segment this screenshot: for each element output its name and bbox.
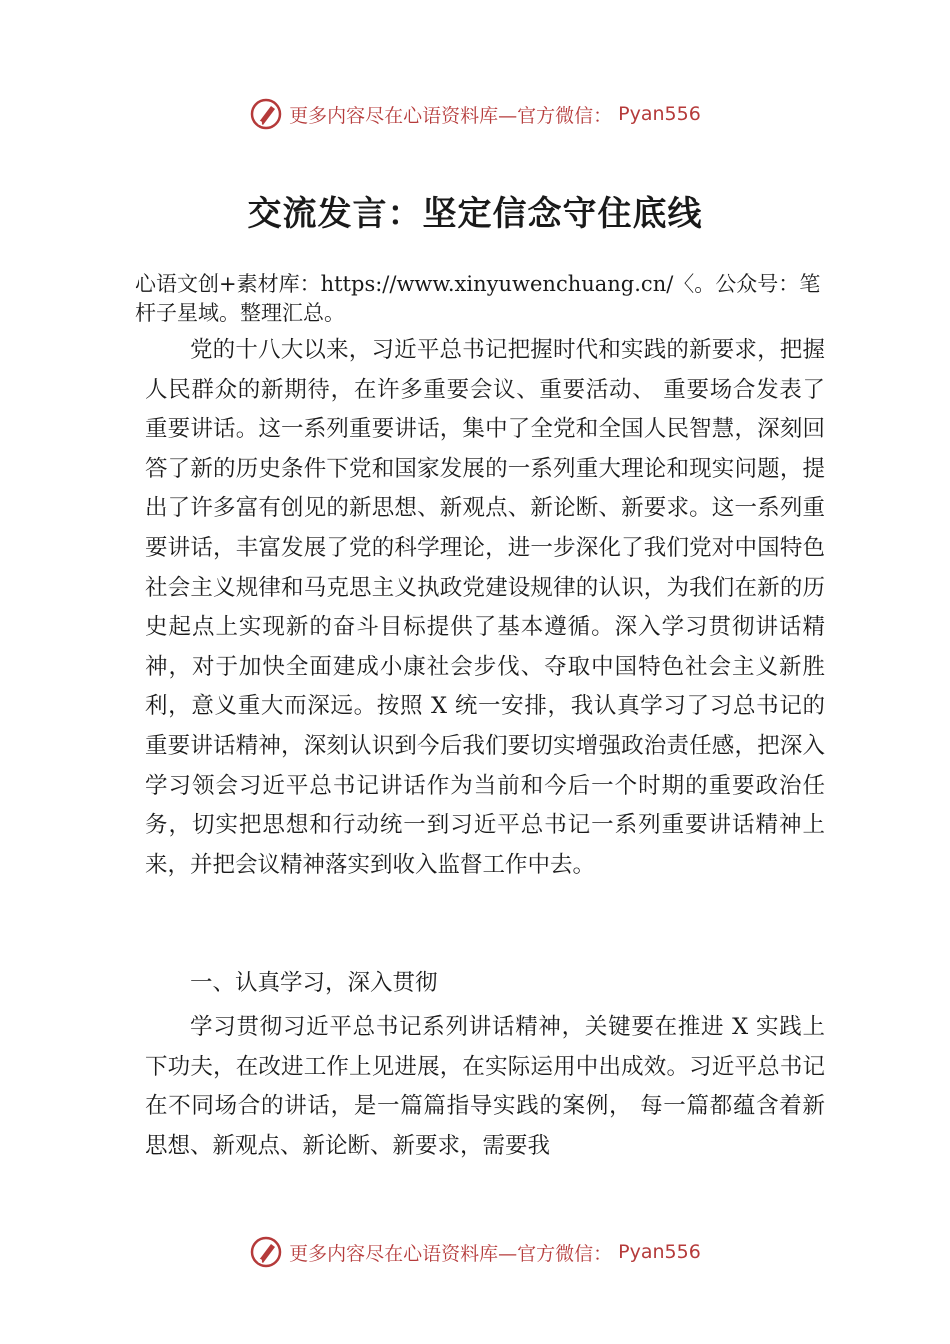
pen-emblem-icon	[249, 97, 283, 131]
source-line: 心语文创+素材库：https://www.xinyuwenchuang.cn/〈。公众号：笔杆子星域。整理汇总。	[135, 272, 821, 325]
banner-handle: Pyan556	[618, 1241, 701, 1263]
footer-banner	[0, 1232, 950, 1272]
document-title: 交流发言：坚定信念守住底线	[247, 194, 703, 234]
banner-text: 更多内容尽在心语资料库—官方微信：	[289, 104, 613, 127]
header-banner	[0, 94, 950, 134]
banner-text: 更多内容尽在心语资料库—官方微信：	[289, 1242, 613, 1265]
body-paragraph-1: 党的十八大以来，习近平总书记把握时代和实践的新要求，把握人民群众的新期待，在许多重要会议、重要活动、 重要场合发表了重要讲话。这一系列重要讲话，集中了全党和全国人民智慧，深刻回答了新的历史条件下党和国家发展的一系列重大理论和现实问题，提出了许多富有创见的新思想、新观点、新论断、新要求。这一系列重要讲话，丰富发展了党的科学理论，进一步深化了我们党对中国特色社会主义规律和马克思主义执政党建设规律的认识，为我们在新的历史起点上实现新的奋斗目标提供了基本遵循。深入学习贯彻讲话精神，对于加快全面建成小康社会步伐、夺取中国特色社会主义新胜利，意义重大而深远。按照 X 统一安排，我认真学习了习总书记的重要讲话精神，深刻认识到今后我们要切实增强政治责任感，把深入学习领会习近平总书记讲话作为当前和今后一个时期的重要政治任务，切实把思想和行动统一到习近平总书记一系列重要讲话精神上来，并把会议精神落实到收入监督工作中去。	[145, 337, 825, 878]
banner-handle: Pyan556	[618, 103, 701, 125]
section-heading: 一、认真学习，深入贯彻	[190, 970, 438, 996]
pen-emblem-icon	[249, 1235, 283, 1269]
body-paragraph-2: 学习贯彻习近平总书记系列讲话精神，关键要在推进 X 实践上下功夫，在改进工作上见进展，在实际运用中出成效。习近平总书记在不同场合的讲话，是一篇篇指导实践的案例， 每一篇都蕴含着新思想、新观点、新论断、新要求，需要我	[145, 1014, 825, 1159]
